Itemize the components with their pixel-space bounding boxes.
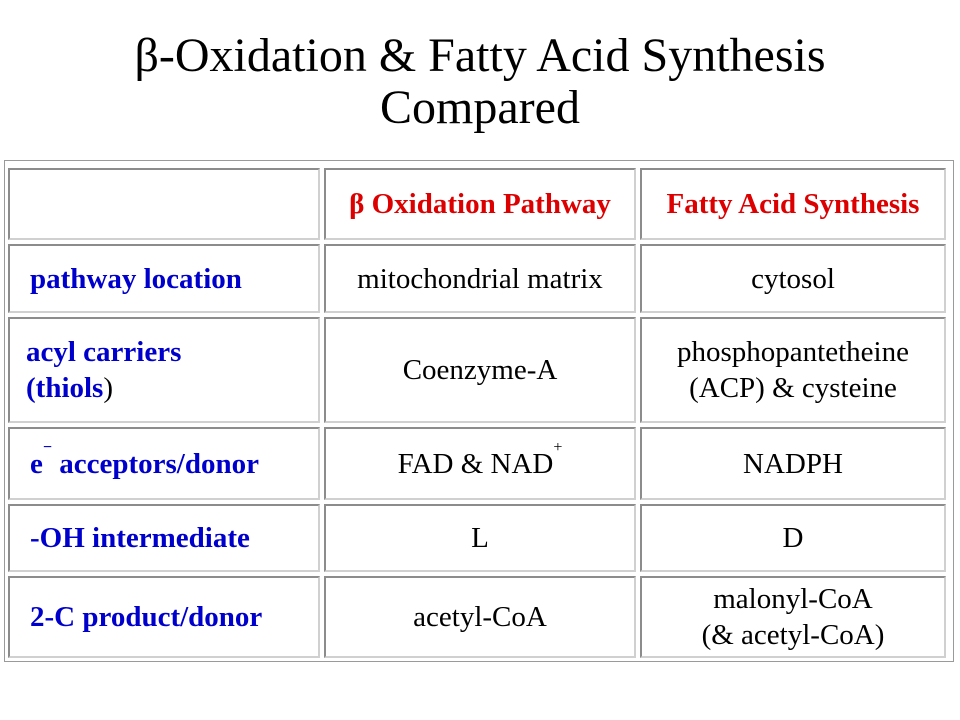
cell-fas-electron-donor: NADPH <box>640 427 946 500</box>
cell-beta-electron-acceptors <box>324 427 636 500</box>
cell-beta-acyl-carriers: Coenzyme-A <box>324 317 636 423</box>
row-label-pathway-location: pathway location <box>8 244 320 313</box>
nad-plus-charge: + <box>553 438 563 456</box>
title-line-1: β-Oxidation & Fatty Acid Synthesis <box>134 29 826 82</box>
cell-fas-acyl-carriers-line2: (ACP) & cysteine <box>689 372 897 404</box>
row-label-acyl-carriers-line1: acyl carriers <box>26 336 182 368</box>
header-cell-empty <box>8 168 320 240</box>
row-label-electron-acceptors <box>8 427 320 500</box>
header-fatty-acid-synthesis: Fatty Acid Synthesis <box>640 168 946 240</box>
cell-fas-acyl-carriers-line1: phosphopantetheine <box>677 336 909 368</box>
cell-beta-pathway-location: mitochondrial matrix <box>324 244 636 313</box>
header-beta-oxidation: β Oxidation Pathway <box>324 168 636 240</box>
cell-fas-oh-intermediate: D <box>640 504 946 572</box>
row-label-oh-intermediate: -OH intermediate <box>8 504 320 572</box>
cell-beta-oh-intermediate: L <box>324 504 636 572</box>
closing-paren: ) <box>103 372 114 404</box>
cell-fas-2c-donor-line1: malonyl-CoA <box>713 583 873 615</box>
cell-beta-2c-product: acetyl-CoA <box>324 576 636 658</box>
slide-title <box>0 30 960 134</box>
fad-nad-text: FAD & NAD <box>397 447 554 480</box>
cell-fas-2c-donor-line2: (& acetyl-CoA) <box>701 619 885 651</box>
cell-fas-pathway-location: cytosol <box>640 244 946 313</box>
row-label-acyl-carriers <box>8 317 320 423</box>
row-label-acyl-carriers-line2 <box>26 370 181 406</box>
cell-fas-2c-donor <box>640 576 946 658</box>
acceptors-donor-text: acceptors/donor <box>52 447 259 480</box>
row-label-2c-product: 2-C product/donor <box>8 576 320 658</box>
thiols-text: (thiols <box>26 372 104 404</box>
title-line-2: Compared <box>380 81 580 134</box>
electron-symbol: e <box>30 447 43 480</box>
electron-charge: − <box>42 438 52 456</box>
cell-fas-acyl-carriers <box>640 317 946 423</box>
